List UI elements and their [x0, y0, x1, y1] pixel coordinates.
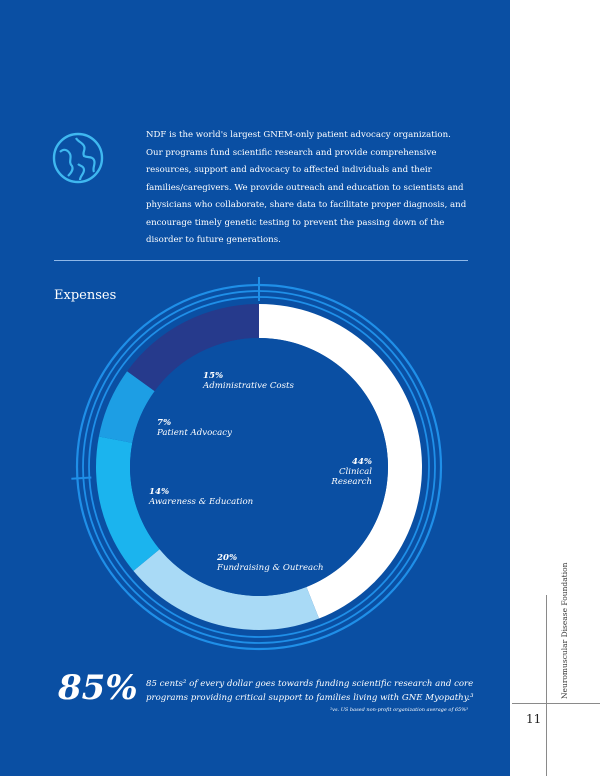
label-awareness-education: 14% Awareness & Education	[149, 487, 254, 507]
chart-title: Expenses	[54, 288, 117, 303]
ring-tick	[71, 478, 91, 479]
sidebar-organization-name: Neuromuscular Disease Foundation	[560, 562, 569, 699]
intro-paragraph: NDF is the world's largest GNEM-only patient advocacy organization. Our programs fund scientific research and provide comprehensive resources, support and advocacy to affected individuals and their families/caregivers. We provide outreach and education to scientists and physicians who collaborate, share data to facilitate proper diagnosis, and encourage timely genetic testing to prevent the passing down of the disorder to future generations.	[146, 130, 467, 245]
label-patient-advocacy: 7% Patient Advocacy	[157, 418, 232, 438]
page-number: 11	[526, 712, 542, 726]
footnote: ²vs. US based non-profit organization average of 65%³	[330, 707, 468, 713]
sidebar-horizontal-rule	[512, 703, 600, 704]
headline-percentage: 85%	[58, 668, 138, 708]
sidebar-vertical-rule	[546, 595, 547, 776]
summary-text: 85 cents² of every dollar goes towards funding scientific research and core programs providing critical support to families living with GNE Myopathy.³	[146, 679, 474, 703]
label-fundraising-outreach: 20% Fundraising & Outreach	[217, 553, 324, 573]
label-clinical-research: 44% Clinical Research	[331, 457, 372, 487]
label-administrative-costs: 15% Administrative Costs	[203, 371, 294, 391]
